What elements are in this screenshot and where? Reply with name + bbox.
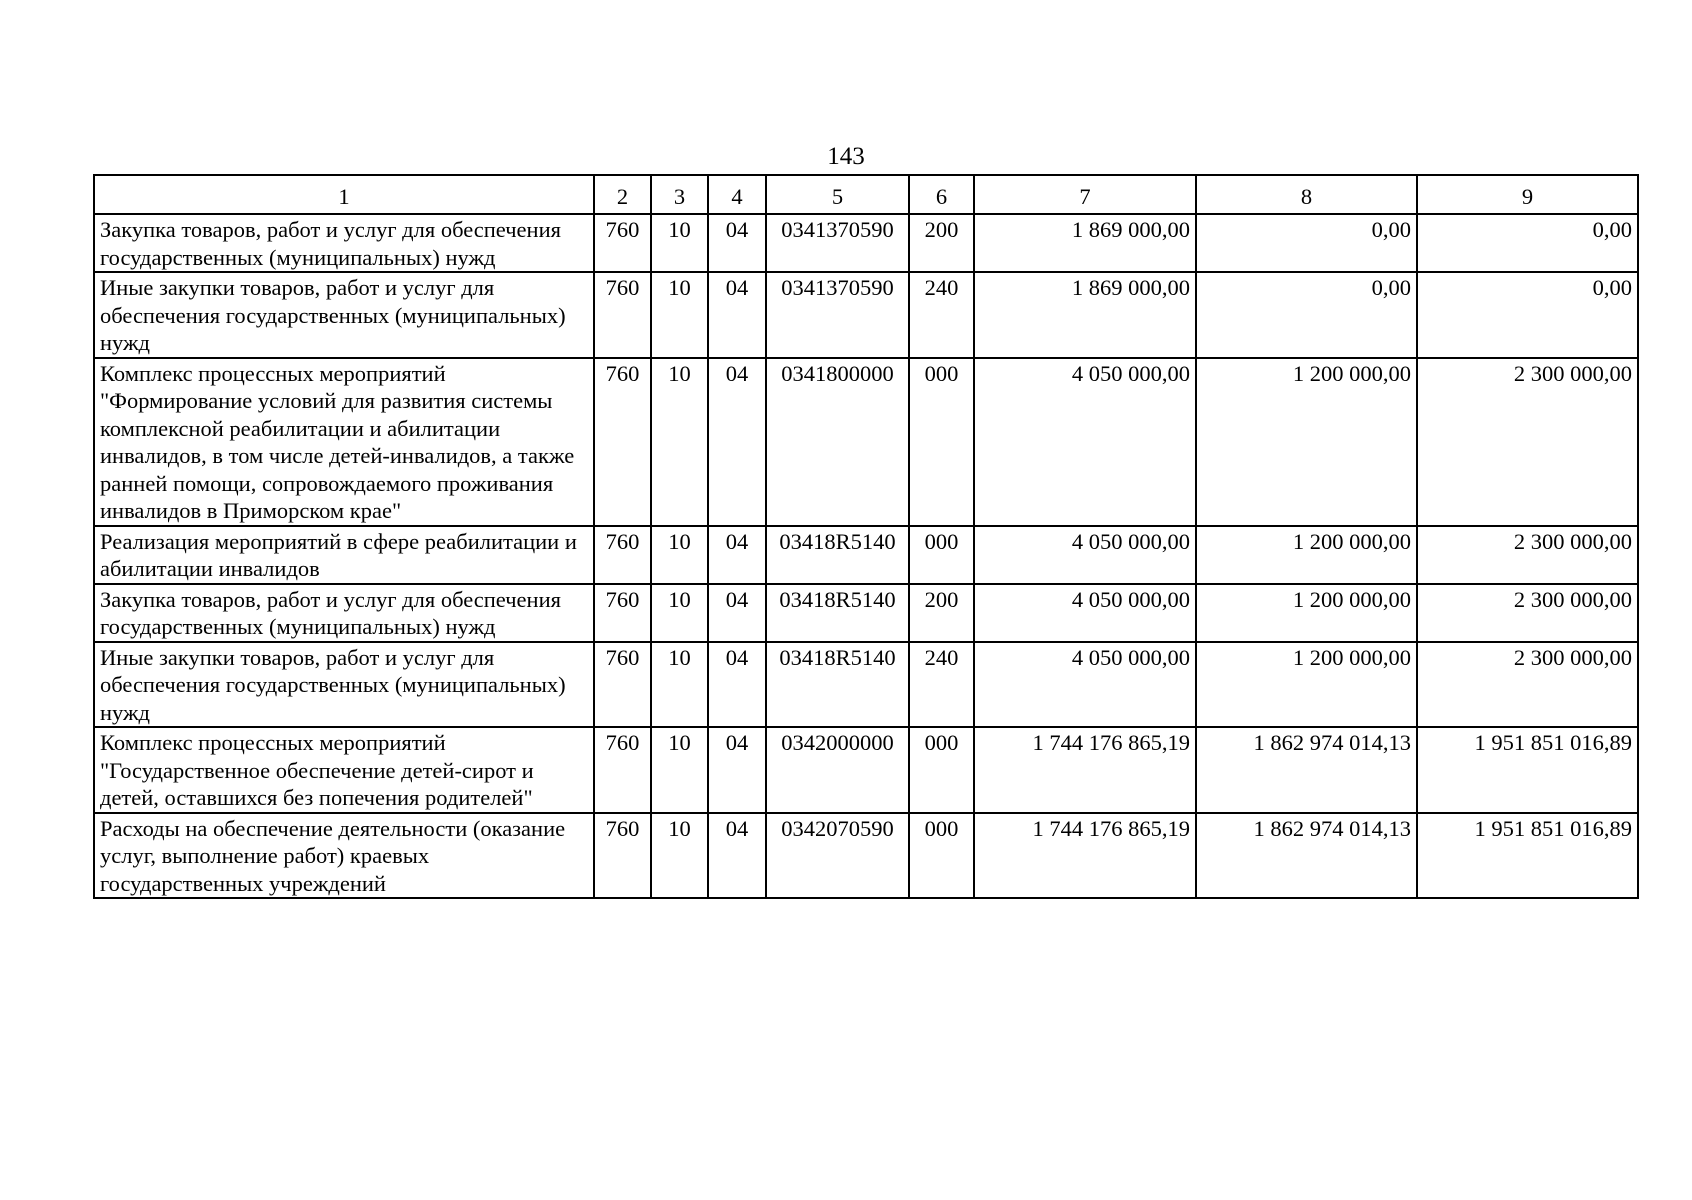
page-number: 143	[827, 143, 865, 170]
row-amount: 2 300 000,00	[1417, 642, 1638, 728]
row-amount: 1 744 176 865,19	[974, 727, 1196, 813]
row-code: 10	[651, 727, 708, 813]
row-code: 200	[909, 584, 974, 642]
row-amount: 0,00	[1196, 214, 1417, 272]
table-row	[94, 272, 1638, 358]
table-row	[94, 214, 1638, 272]
table-row	[94, 727, 1638, 813]
row-code: 04	[708, 727, 766, 813]
row-name: Иные закупки товаров, работ и услуг для обеспечения государственных (муниципальных) нужд	[94, 272, 594, 358]
row-amount: 1 951 851 016,89	[1417, 727, 1638, 813]
row-code: 240	[909, 272, 974, 358]
row-name: Комплекс процессных мероприятий "Государственное обеспечение детей-сирот и детей, оставшихся без попечения родителей"	[94, 727, 594, 813]
row-code: 03418R5140	[766, 642, 909, 728]
table-row	[94, 813, 1638, 899]
column-header: 6	[909, 175, 974, 214]
row-amount: 1 200 000,00	[1196, 584, 1417, 642]
row-code: 0341370590	[766, 214, 909, 272]
row-code: 760	[594, 813, 651, 899]
row-code: 0341800000	[766, 358, 909, 526]
row-code: 760	[594, 642, 651, 728]
row-amount: 1 200 000,00	[1196, 642, 1417, 728]
row-code: 760	[594, 584, 651, 642]
row-name: Реализация мероприятий в сфере реабилитации и абилитации инвалидов	[94, 526, 594, 584]
row-name: Закупка товаров, работ и услуг для обеспечения государственных (муниципальных) нужд	[94, 214, 594, 272]
row-amount: 0,00	[1196, 272, 1417, 358]
column-header: 7	[974, 175, 1196, 214]
row-code: 10	[651, 526, 708, 584]
column-header: 5	[766, 175, 909, 214]
row-code: 04	[708, 642, 766, 728]
row-amount: 4 050 000,00	[974, 358, 1196, 526]
row-code: 04	[708, 813, 766, 899]
row-amount: 2 300 000,00	[1417, 584, 1638, 642]
row-code: 000	[909, 358, 974, 526]
row-amount: 1 200 000,00	[1196, 526, 1417, 584]
table-row	[94, 584, 1638, 642]
row-code: 10	[651, 272, 708, 358]
column-header: 1	[94, 175, 594, 214]
row-amount: 2 300 000,00	[1417, 526, 1638, 584]
row-code: 10	[651, 358, 708, 526]
row-amount: 4 050 000,00	[974, 526, 1196, 584]
row-code: 10	[651, 813, 708, 899]
row-code: 03418R5140	[766, 584, 909, 642]
row-code: 10	[651, 584, 708, 642]
row-code: 04	[708, 584, 766, 642]
row-code: 000	[909, 727, 974, 813]
row-code: 03418R5140	[766, 526, 909, 584]
row-code: 760	[594, 727, 651, 813]
row-amount: 1 862 974 014,13	[1196, 813, 1417, 899]
row-code: 760	[594, 526, 651, 584]
row-code: 240	[909, 642, 974, 728]
row-code: 0341370590	[766, 272, 909, 358]
row-amount: 1 200 000,00	[1196, 358, 1417, 526]
row-code: 04	[708, 358, 766, 526]
budget-table	[93, 174, 1639, 899]
row-code: 0342000000	[766, 727, 909, 813]
row-code: 000	[909, 526, 974, 584]
row-code: 04	[708, 526, 766, 584]
table-row	[94, 358, 1638, 526]
header-row	[94, 175, 1638, 214]
row-amount: 1 869 000,00	[974, 214, 1196, 272]
row-code: 760	[594, 272, 651, 358]
row-amount: 0,00	[1417, 214, 1638, 272]
row-name: Расходы на обеспечение деятельности (оказание услуг, выполнение работ) краевых государственных учреждений	[94, 813, 594, 899]
column-header: 4	[708, 175, 766, 214]
column-header: 2	[594, 175, 651, 214]
column-header: 3	[651, 175, 708, 214]
row-code: 760	[594, 358, 651, 526]
row-amount: 2 300 000,00	[1417, 358, 1638, 526]
row-name: Комплекс процессных мероприятий "Формирование условий для развития системы комплексной реабилитации и абилитации инвалидов, в том числе детей-инвалидов, а также ранней помощи, сопровождаемого проживания инвалидов в Приморском крае"	[94, 358, 594, 526]
row-amount: 1 869 000,00	[974, 272, 1196, 358]
row-code: 10	[651, 642, 708, 728]
row-code: 0342070590	[766, 813, 909, 899]
row-amount: 0,00	[1417, 272, 1638, 358]
row-name: Закупка товаров, работ и услуг для обеспечения государственных (муниципальных) нужд	[94, 584, 594, 642]
row-code: 000	[909, 813, 974, 899]
table-row	[94, 526, 1638, 584]
row-amount: 1 951 851 016,89	[1417, 813, 1638, 899]
column-header: 9	[1417, 175, 1638, 214]
row-amount: 4 050 000,00	[974, 642, 1196, 728]
row-code: 04	[708, 214, 766, 272]
row-name: Иные закупки товаров, работ и услуг для обеспечения государственных (муниципальных) нужд	[94, 642, 594, 728]
row-amount: 1 862 974 014,13	[1196, 727, 1417, 813]
column-header: 8	[1196, 175, 1417, 214]
row-amount: 4 050 000,00	[974, 584, 1196, 642]
row-amount: 1 744 176 865,19	[974, 813, 1196, 899]
row-code: 760	[594, 214, 651, 272]
row-code: 10	[651, 214, 708, 272]
row-code: 04	[708, 272, 766, 358]
row-code: 200	[909, 214, 974, 272]
table-row	[94, 642, 1638, 728]
